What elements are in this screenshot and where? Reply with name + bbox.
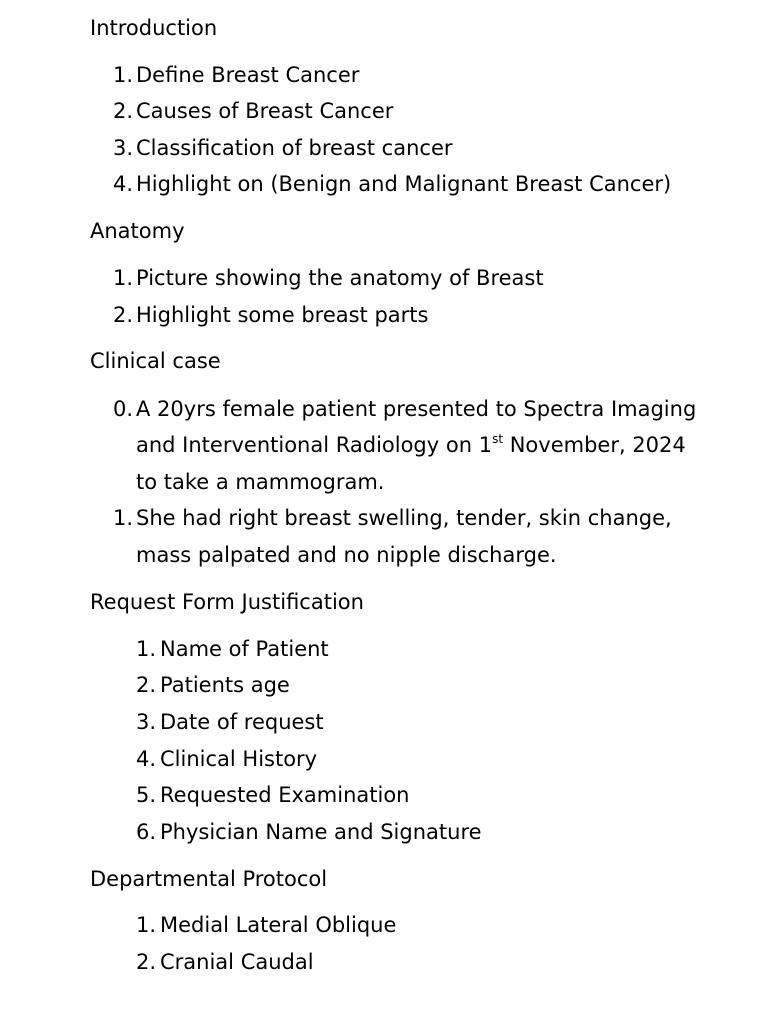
section-heading-request-form: Request Form Justification: [90, 590, 364, 614]
list-number: 1.: [136, 637, 157, 661]
list-text: Picture showing the anatomy of Breast: [136, 266, 544, 290]
list-text: Causes of Breast Cancer: [136, 99, 394, 123]
list-text: Name of Patient: [160, 637, 329, 661]
list-text: Physician Name and Signature: [160, 820, 482, 844]
list-text: Define Breast Cancer: [136, 63, 360, 87]
list-text: Date of request: [160, 710, 324, 734]
list-text: Classification of breast cancer: [136, 136, 453, 160]
list-text: She had right breast swelling, tender, skin change,: [136, 506, 672, 530]
list-text: and Interventional Radiology on 1: [136, 433, 493, 457]
list-text: A 20yrs female patient presented to Spectra Imaging: [136, 397, 697, 421]
list-number: 5.: [136, 783, 157, 807]
list-text: Medial Lateral Oblique: [160, 913, 397, 937]
ordinal-suffix: st: [492, 432, 504, 446]
section-heading-introduction: Introduction: [90, 16, 218, 40]
list-number: 1.: [113, 63, 134, 87]
list-number: 0.: [113, 397, 134, 421]
list-number: 1.: [113, 506, 134, 530]
list-number: 1.: [136, 913, 157, 937]
section-heading-clinical-case: Clinical case: [90, 349, 221, 373]
list-number: 2.: [113, 99, 134, 123]
list-text-continuation: mass palpated and no nipple discharge.: [136, 543, 557, 567]
list-number: 4.: [113, 172, 134, 196]
list-number: 3.: [136, 710, 157, 734]
list-number: 2.: [113, 303, 134, 327]
list-text: November, 2024: [503, 433, 686, 457]
list-text: Highlight on (Benign and Malignant Breast Cancer): [136, 172, 672, 196]
list-text: Requested Examination: [160, 783, 410, 807]
section-heading-departmental-protocol: Departmental Protocol: [90, 867, 328, 891]
list-number: 2.: [136, 673, 157, 697]
list-number: 6.: [136, 820, 157, 844]
section-heading-anatomy: Anatomy: [90, 219, 185, 243]
list-text: Cranial Caudal: [160, 950, 314, 974]
list-text: Patients age: [160, 673, 290, 697]
list-number: 3.: [113, 136, 134, 160]
list-text: Highlight some breast parts: [136, 303, 429, 327]
list-number: 4.: [136, 747, 157, 771]
list-number: 2.: [136, 950, 157, 974]
list-text: Clinical History: [160, 747, 318, 771]
list-text-continuation: to take a mammogram.: [136, 470, 385, 494]
list-text-continuation: [136, 431, 686, 459]
list-number: 1.: [113, 266, 134, 290]
